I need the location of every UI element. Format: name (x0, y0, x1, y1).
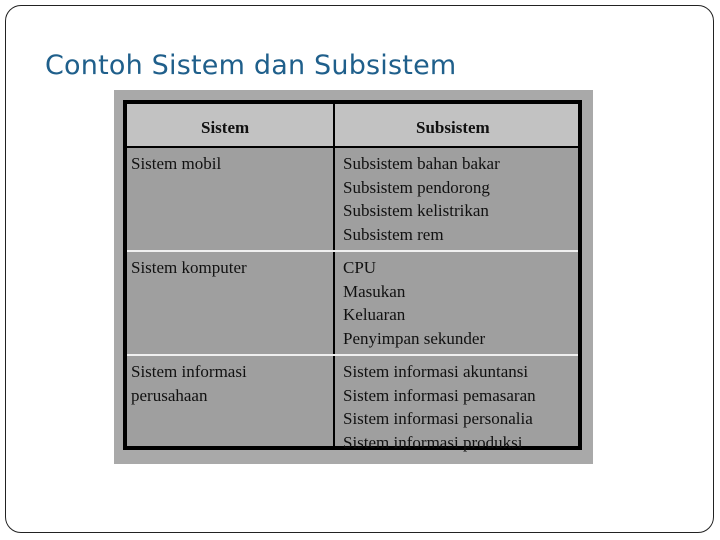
subsistem-item: Subsistem kelistrikan (343, 201, 489, 220)
header-sistem: Sistem (201, 118, 250, 137)
system-subsystem-table (114, 90, 593, 464)
subsistem-item: Masukan (343, 281, 406, 301)
subsistem-item: Subsistem pendorong (343, 177, 490, 197)
sistem-cell: Sistem komputer (131, 258, 247, 277)
slide-title: Contoh Sistem dan Subsistem (45, 50, 457, 81)
sistem-cell: Sistem informasi (131, 362, 247, 381)
row-divider (127, 250, 578, 252)
subsistem-item: Sistem informasi akuntansi (343, 362, 529, 381)
subsistem-item: Sistem informasi personalia (343, 409, 533, 428)
subsistem-item: Sistem informasi produksi (343, 432, 523, 452)
table-border (123, 100, 582, 450)
subsistem-item: Keluaran (343, 305, 406, 324)
subsistem-item: Sistem informasi pemasaran (343, 385, 536, 405)
sistem-cell: perusahaan (131, 385, 208, 405)
subsistem-item: Penyimpan sekunder (343, 328, 486, 348)
subsistem-item: Subsistem rem (343, 224, 444, 244)
column-divider (333, 104, 335, 446)
row-divider (127, 354, 578, 356)
subsistem-item: Subsistem bahan bakar (343, 154, 500, 173)
sistem-cell: Sistem mobil (131, 154, 222, 173)
table-header-row (127, 104, 578, 146)
subsistem-item: CPU (343, 258, 377, 277)
header-subsistem: Subsistem (416, 118, 490, 137)
